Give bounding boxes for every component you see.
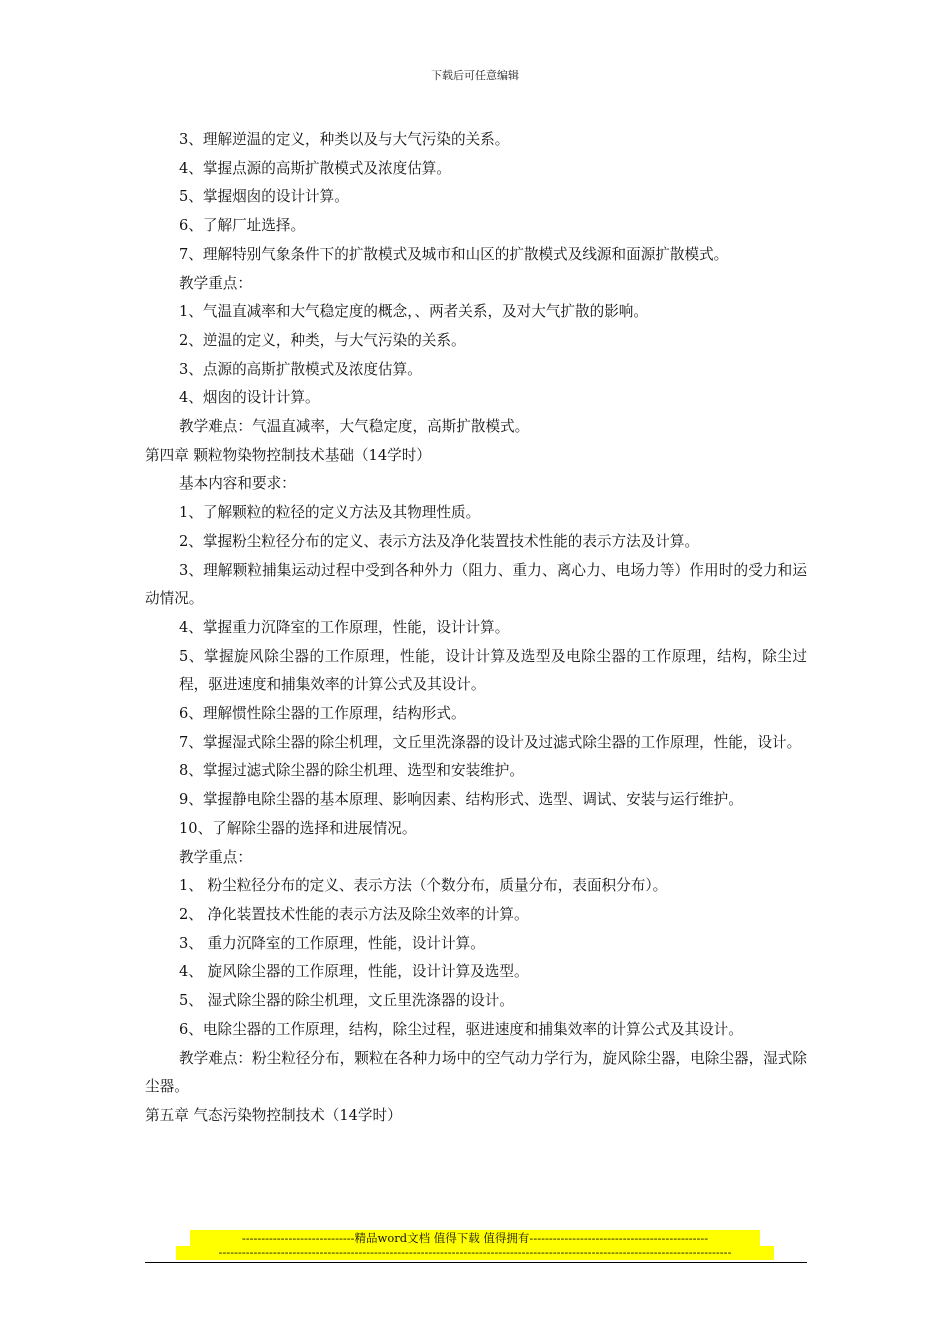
chapter-heading: 第四章 颗粒物染物控制技术基础（14学时） bbox=[145, 446, 431, 464]
page-header: 下载后可任意编辑 bbox=[431, 69, 519, 82]
footer-divider bbox=[145, 1262, 807, 1263]
paragraph: 6、了解厂址选择。 bbox=[179, 217, 306, 235]
paragraph: 6、理解惯性除尘器的工作原理，结构形式。 bbox=[179, 705, 466, 723]
footer-dashes: ------------------------------------------------------------------------------------------------------------------------------------ bbox=[176, 1246, 774, 1260]
paragraph: 4、掌握点源的高斯扩散模式及浓度估算。 bbox=[179, 159, 451, 177]
paragraph: 2、逆温的定义，种类，与大气污染的关系。 bbox=[179, 331, 466, 349]
paragraph: 4、 旋风除尘器的工作原理，性能，设计计算及选型。 bbox=[179, 963, 529, 981]
paragraph: 7、理解特别气象条件下的扩散模式及城市和山区的扩散模式及线源和面源扩散模式。 bbox=[179, 245, 729, 263]
paragraph: 5、掌握烟囱的设计计算。 bbox=[179, 188, 349, 206]
paragraph: 3、 重力沉降室的工作原理，性能，设计计算。 bbox=[179, 934, 485, 952]
paragraph: 6、电除尘器的工作原理，结构，除尘过程，驱进速度和捕集效率的计算公式及其设计。 bbox=[179, 1020, 743, 1038]
document-body bbox=[145, 126, 807, 1131]
paragraph: 8、掌握过滤式除尘器的除尘机理、选型和安装维护。 bbox=[179, 762, 524, 780]
paragraph: 2、 净化装置技术性能的表示方法及除尘效率的计算。 bbox=[179, 905, 529, 923]
chapter-heading: 第五章 气态污染物控制技术（14学时） bbox=[145, 1106, 402, 1124]
paragraph: 10、了解除尘器的选择和进展情况。 bbox=[179, 819, 417, 837]
paragraph: 3、点源的高斯扩散模式及浓度估算。 bbox=[179, 360, 422, 378]
paragraph: 教学难点：气温直减率，大气稳定度，高斯扩散模式。 bbox=[179, 418, 530, 436]
paragraph: 4、掌握重力沉降室的工作原理，性能，设计计算。 bbox=[179, 618, 510, 636]
paragraph: 2、掌握粉尘粒径分布的定义、表示方法及净化装置技术性能的表示方法及计算。 bbox=[179, 532, 700, 550]
section-label: 基本内容和要求： bbox=[179, 475, 296, 493]
section-label: 教学重点： bbox=[179, 848, 252, 866]
section-label: 教学重点： bbox=[179, 274, 252, 292]
paragraph: 7、掌握湿式除尘器的除尘机理，文丘里洗涤器的设计及过滤式除尘器的工作原理，性能，设计。 bbox=[179, 733, 802, 751]
paragraph: 教学难点：粉尘粒径分布，颗粒在各种力场中的空气动力学行为，旋风除尘器，电除尘器，湿式除尘器。 bbox=[145, 1049, 807, 1096]
paragraph: 1、 粉尘粒径分布的定义、表示方法（个数分布，质量分布，表面积分布）。 bbox=[179, 877, 668, 895]
paragraph: 5、掌握旋风除尘器的工作原理，性能，设计计算及选型及电除尘器的工作原理，结构，除尘过程，驱进速度和捕集效率的计算公式及其设计。 bbox=[179, 647, 807, 694]
paragraph: 4、烟囱的设计计算。 bbox=[179, 389, 320, 407]
footer-banner: -----------------------------精品word文档 值得下载 值得拥有---------------------------------------------- bbox=[190, 1230, 760, 1246]
paragraph: 3、理解逆温的定义，种类以及与大气污染的关系。 bbox=[179, 131, 510, 148]
paragraph: 3、理解颗粒捕集运动过程中受到各种外力（阻力、重力、离心力、电场力等）作用时的受力和运动情况。 bbox=[145, 561, 807, 608]
paragraph: 1、了解颗粒的粒径的定义方法及其物理性质。 bbox=[179, 504, 481, 522]
paragraph: 1、气温直减率和大气稳定度的概念，、两者关系，及对大气扩散的影响。 bbox=[179, 303, 648, 321]
paragraph: 9、掌握静电除尘器的基本原理、影响因素、结构形式、选型、调试、安装与运行维护。 bbox=[179, 791, 743, 809]
paragraph: 5、 湿式除尘器的除尘机理，文丘里洗涤器的设计。 bbox=[179, 992, 514, 1010]
